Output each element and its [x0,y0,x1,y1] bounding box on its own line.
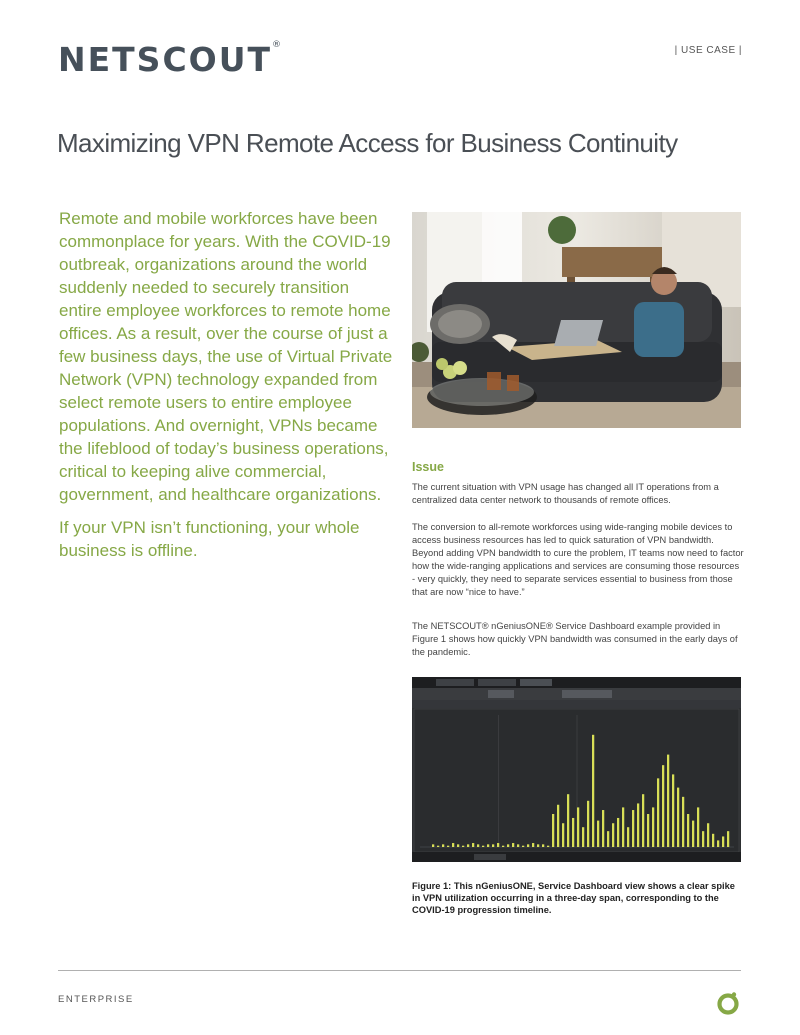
chart-bar [567,794,569,847]
chart-bar [652,807,654,847]
chart-bar [497,843,499,847]
chart-bar [722,836,724,847]
netscout-o-icon [715,990,741,1016]
chart-bar [687,814,689,847]
dashboard-subtoolbar [412,700,741,708]
chart-bar [582,827,584,847]
chart-bar [692,821,694,847]
chart-bar [437,846,439,847]
logo-text: NETSCOUT [58,40,273,79]
chart-bar [642,794,644,847]
lead-paragraph-1: Remote and mobile workforces have been commonplace for years. With the COVID-19 outbreak, organizations around the world suddenly needed to securely transition entire employee workforces to remote home offices. As a result, over the course of just a few business days, the use of Virtual Private Network (VPN) technology expanded from select remote users to entire employee populations. And overnight, VPNs became the lifeblood of today’s business operations, critical to keeping alive commercial, government, and healthcare organizations. [59,209,393,504]
chart-bar [432,844,434,847]
hero-photo [412,212,741,428]
page-title: Maximizing VPN Remote Access for Business Continuity [57,128,678,158]
chart-bar [702,831,704,847]
chart-bar [442,844,444,847]
chart-bar [472,843,474,847]
dashboard-toolbar-control [488,690,514,698]
chart-bar [627,827,629,847]
chart-bar [632,810,634,847]
chart-bar [647,814,649,847]
chart-bar [517,844,519,847]
chart-bar [542,844,544,847]
chart-bar [592,735,594,847]
hero-photo-illustration [412,212,741,428]
chart-bar [447,846,449,847]
chart-bar [612,823,614,847]
chart-bar [482,846,484,847]
chart-bar [452,843,454,847]
service-dashboard-chart [412,677,741,862]
chart-bar [562,823,564,847]
chart-bar [667,755,669,847]
chart-bar [522,846,524,847]
chart-bar [617,818,619,847]
chart-bar [507,844,509,847]
dashboard-status-control [474,854,506,860]
chart-bar [607,831,609,847]
chart-bar [707,823,709,847]
footer-label: ENTERPRISE [58,994,134,1005]
chart-bar [657,778,659,847]
chart-bar [662,765,664,847]
chart-bar [622,807,624,847]
chart-bar [637,803,639,847]
chart-bar [682,797,684,847]
chart-bar [457,844,459,847]
chart-plot-area [414,709,739,852]
figure-caption: Figure 1: This nGeniusONE, Service Dashboard view shows a clear spike in VPN utilization occurring in a three-day span, corresponding to the COVID-19 progression timeline. [412,881,735,915]
issue-paragraph-3: The NETSCOUT® nGeniusONE® Service Dashboard example provided in Figure 1 shows how quickly VPN bandwidth was consumed in the early days of the pandemic. [412,621,738,657]
lead-text [59,207,394,572]
chart-bar [502,846,504,847]
service-dashboard-figure [412,677,741,862]
chart-bar [532,843,534,847]
chart-bar [672,774,674,847]
issue-paragraph-1: The current situation with VPN usage has changed all IT operations from a centralized data center network to thousands of remote offices. [412,482,719,505]
chart-bar [602,810,604,847]
chart-bar [462,846,464,847]
chart-bar [477,844,479,847]
chart-bar [557,805,559,847]
chart-bar [597,821,599,847]
dashboard-tab [520,679,552,686]
issue-paragraph-2: The conversion to all-remote workforces using wide-ranging mobile devices to access business resources has led to quick saturation of VPN bandwidth. Beyond adding VPN bandwidth to cure the problem, IT teams now need to factor how the wide-ranging applications and services are consuming those resources - very quickly, they need to separate services essential to business from those that are now “nice to have.” [412,522,744,597]
chart-bar [492,844,494,847]
chart-bar [467,844,469,847]
chart-bar [487,844,489,847]
chart-bar [712,834,714,847]
chart-bar [512,843,514,847]
document-type-label: | USE CASE | [674,45,742,56]
chart-bar [697,807,699,847]
chart-bar [577,807,579,847]
chart-bar [547,846,549,847]
chart-bar [572,818,574,847]
dashboard-toolbar-control [562,690,612,698]
chart-bar [717,840,719,847]
chart-bar [527,844,529,847]
issue-heading: Issue [412,460,444,474]
chart-bar [537,844,539,847]
dashboard-tab [436,679,474,686]
netscout-logo [58,40,281,79]
dashboard-status-bar [412,852,741,862]
chart-bar [727,831,729,847]
dashboard-tab [478,679,516,686]
lead-paragraph-2: If your VPN isn’t functioning, your whole business is offline. [59,518,360,560]
chart-bar [677,788,679,847]
chart-bar [587,801,589,847]
chart-bar [552,814,554,847]
logo-registered-mark: ® [272,40,282,50]
footer-divider [58,970,741,971]
